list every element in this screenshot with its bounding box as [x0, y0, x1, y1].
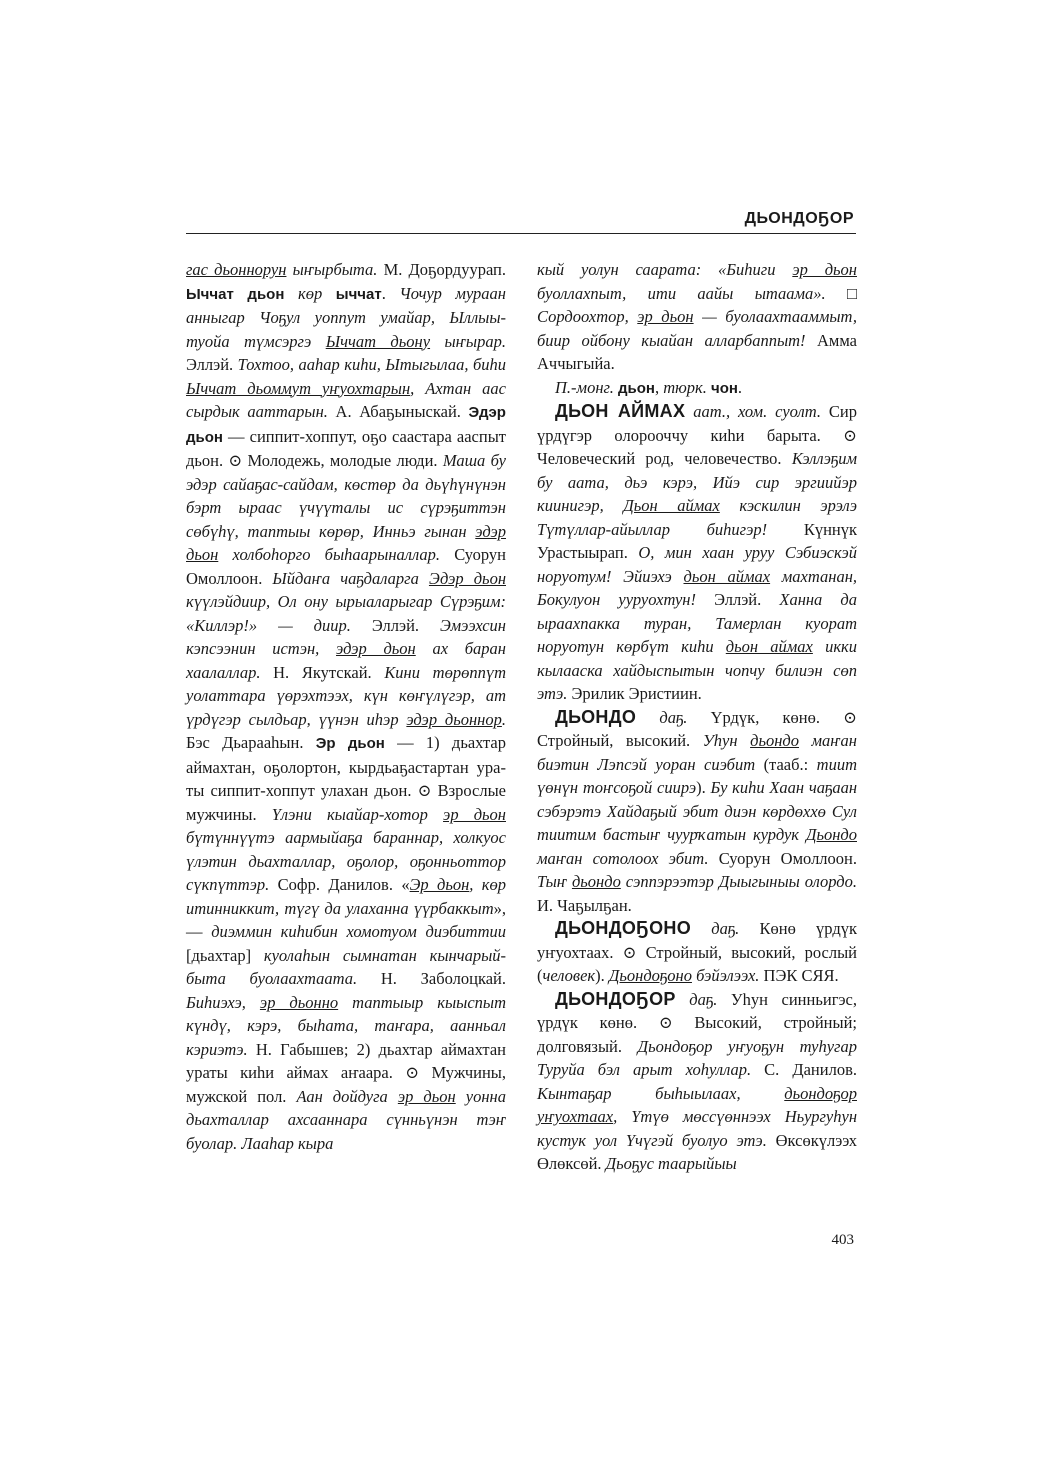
underlined-example: дьон аймах	[683, 566, 771, 586]
running-head: ДЬОНДОҔОР	[744, 210, 854, 227]
text-run: (тааб.:	[755, 754, 817, 774]
text-run: ыҥырбыта.	[286, 260, 378, 279]
text-run: М. Доҕордуурап.	[377, 260, 507, 279]
text-run: тюрк.	[663, 377, 711, 397]
text-run: кый уолун саарата: «Биһиги	[537, 260, 793, 279]
underlined-example: Эдэр дьон	[428, 568, 506, 588]
text-run: , көр итинниккит, түгү да улаханна үүрбаккыт	[186, 875, 506, 918]
text-run: маҥан сотолоох эбит.	[537, 848, 709, 868]
text-run: Сордоохтор,	[537, 307, 638, 326]
text-run: Үрдүк, көнө. ⊙ Стройный, высокий.	[537, 707, 857, 750]
text-run: таптыыр кыыспыт күндү, кэрэ, быһата, таҥара, аанньал кэриэтэ.	[186, 992, 506, 1059]
text-run: даҕ.	[636, 707, 688, 727]
right-column	[537, 258, 857, 1176]
text-run: бэйэлээх.	[691, 966, 760, 985]
text-run: холбоһорго быһаарыналлар.	[218, 545, 440, 564]
text-run: даҕ.	[675, 989, 718, 1009]
text-run: Кэллэҕим бу аата, дьэ кэрэ, Ийэ сир эргиийэр киинигэр,	[537, 449, 857, 515]
text-run: — сиппит-хоппут, оҕо саастара ааспыт дьон. ⊙ Молодежь, молодые люди.	[186, 426, 506, 470]
text-run: диэммин киһибин хомотуом диэбиттии	[211, 922, 506, 941]
text-run: .	[381, 283, 400, 303]
underlined-example: эдэр дьон	[336, 639, 416, 658]
text-run: Эллэй.	[350, 615, 440, 635]
text-run: ах баран хаалаллар.	[186, 639, 506, 682]
underlined-example: дьондо	[750, 731, 799, 750]
text-run: Кини төрөппүт уолаттара үөрэхтээх, күн көҥүлүгэр, ат үрдүгэр сылдьар, үүнэн иһэр	[186, 662, 506, 729]
text-run: Сир үрдүгэр олорооччу киһи барыта. ⊙ Человеческий род, человечество.	[537, 402, 857, 468]
underlined-example: Дьон аймах	[623, 496, 720, 515]
underlined-example: Эр дьон	[409, 875, 470, 894]
text-run: », —	[186, 898, 506, 941]
underlined-example: эр дьон	[397, 1086, 456, 1106]
text-run: — 1) дьахтар аймахтан, оҕолортон, кырдьаҕастартан ураты сиппит-хоппут улахан дьон. ⊙ Взрослые мужчины.	[186, 733, 507, 824]
text-run: көр	[284, 283, 336, 303]
underlined-example: Ыччат дьону	[325, 331, 431, 351]
text-run: ).	[595, 966, 609, 985]
underlined-example: эдэр дьоннор	[406, 709, 502, 729]
underlined-example: эр дьон	[637, 307, 694, 326]
bold-term: Ыччат дьон	[186, 285, 285, 303]
bold-term: Эдэр дьон	[186, 404, 506, 446]
text-run: кэскилин эрэлэ Түтүллар-айыллар биһигэр!	[537, 496, 858, 539]
text-run: Өксөкүлээх Өлөксөй.	[537, 1130, 857, 1173]
text-run: Үлэни кыайар-хотор	[271, 804, 444, 824]
text-run: [дьахтар]	[186, 945, 264, 965]
text-run: Эллэй.	[695, 590, 780, 609]
text-run: Уһун	[702, 731, 751, 750]
entry-headword: ДЬОНДОҔОР	[555, 988, 676, 1009]
text-run: Эмээхсин кэпсээнин истэн,	[186, 615, 506, 658]
text-run: Чочур мураан анныгар Чоҕул уоппут умайар, Ыллыы-туойа түмсэргэ	[186, 283, 506, 351]
text-run: Кынтаҕар быһыылаах,	[537, 1083, 785, 1103]
text-run: — буолаахтааммыт, биир ойбону кыайан алларбаппыт!	[537, 307, 858, 350]
text-run: Эрилик Эристиин.	[567, 684, 702, 703]
text-run: буоллахпыт, ити аайы ытаама».	[537, 283, 826, 303]
page-number: 403	[831, 1232, 854, 1248]
underlined-example: Дьондоҕоно	[608, 966, 692, 985]
text-run: аат., хом. суолт.	[685, 402, 821, 421]
dictionary-paragraph	[537, 400, 857, 706]
left-column	[186, 258, 506, 1155]
dictionary-paragraph	[537, 988, 857, 1176]
bold-term: чон	[710, 379, 738, 397]
dictionary-paragraph	[537, 258, 857, 376]
dictionary-paragraph	[537, 376, 857, 401]
underlined-example: эдэр дьон	[186, 521, 506, 564]
bold-term: Эр дьон	[315, 735, 385, 752]
underlined-example: гас дьоннорун	[186, 260, 287, 279]
text-run: Тохтоо, ааһар киһи, Ытыгылаа, биһи	[237, 355, 506, 374]
underlined-example: Дьондо	[805, 825, 857, 844]
text-run: П.-монг.	[555, 377, 618, 397]
dictionary-paragraph	[537, 917, 857, 988]
text-run: сэппэрээтэр Дыыгыныы олордо.	[620, 872, 857, 891]
text-run: Эллэй.	[186, 355, 238, 374]
text-run: Маша бу эдэр сайаҕас-сайдам, көстөр да дьүһүнүнэн бэрт ыраас үчүүталы ис сүрэҕиттэн сөбүһү, таптыы көрөр, Инньэ гынан	[186, 451, 506, 541]
text-run: А. Абаҕыныскай.	[327, 402, 469, 421]
text-run: Ыйдаҥа чаҕдаларга	[272, 568, 429, 588]
text-run: Ханна да ыраахпакка туран, Тамерлан куорат норуотун көрбүт киһи	[537, 590, 858, 656]
text-run: уонна дьахталлар ахсааннара сүнньүнэн тэҥ буолар. Лааһар кыра	[186, 1086, 506, 1153]
text-run: күүлэйдиир, Ол ону ырыаларыгар Сүрэҕим: «Киллэр!» — диир.	[186, 592, 506, 635]
text-run: Амма Аччыгыйа.	[537, 330, 857, 373]
text-run: тиит үөнүн тоҥсоҕой сиирэ	[537, 754, 857, 797]
text-run: даҕ.	[691, 919, 740, 938]
text-run: Күннүк Урастыырап.	[537, 519, 858, 562]
text-run: маҥан биэтин Лэпсэй уоран сиэбит	[537, 731, 857, 774]
text-run: Суорун Омоллоон.	[186, 545, 507, 588]
underlined-example: Ыччат дьоммут уҥуохтарын	[186, 378, 411, 398]
text-run: □	[825, 283, 858, 303]
text-run: Н. Габышев; 2) дьахтар аймахтан ураты киһи аймах аҥаара. ⊙ Мужчины, мужской пол.	[186, 1039, 506, 1106]
text-run: ПЭК СЯЯ.	[759, 966, 839, 985]
text-run: , Ахтан аас сырдык ааттарын.	[186, 378, 506, 421]
underlined-example: дьон аймах	[725, 637, 813, 656]
entry-headword: ДЬОНДО	[555, 706, 637, 727]
text-run: Бу киһи Хаан чаҕаан сэбэрэтэ Хайдаҕый эбит диэн көрдөххө Сул тиитим бастыҥ чуурҡатын курдук	[537, 778, 857, 844]
underlined-example: дьондоҕор уҥуохтаах	[537, 1083, 857, 1126]
text-run: икки кылааска хайдыспытын чопчу билиэн сөп этэ.	[537, 637, 857, 703]
dictionary-paragraph	[186, 258, 506, 1155]
text-run: ,	[654, 377, 664, 397]
underlined-example: эр дьон	[792, 260, 857, 279]
text-run: Н. Заболоцкай.	[357, 969, 506, 988]
bold-term: дьон	[617, 379, 655, 397]
dictionary-paragraph	[537, 706, 857, 918]
text-run: , Үтүө мөссүөннээх Ньургуһун кустук уол Үчүгэй буолуо этэ.	[537, 1107, 857, 1150]
text-run: Дьоҕус таарыйыы	[605, 1154, 737, 1173]
text-run: .	[737, 377, 743, 397]
text-run: Дьондоҕор уҥуоҕун туһугар Туруйа бэл арыт хоһуллар.	[537, 1036, 857, 1079]
entry-headword: ДЬОН АЙМАХ	[555, 401, 686, 421]
underlined-example: дьондо	[571, 872, 621, 891]
text-run: ).	[696, 778, 711, 797]
underlined-example: эр дьон	[443, 804, 506, 824]
text-run: Софр. Данилов. «	[269, 875, 410, 894]
text-run: Көнө үрдүк уҥуохтаах. ⊙ Стройный, высокий, рослый (	[537, 919, 857, 985]
bold-term: ыччат	[335, 285, 382, 303]
text-run: С. Данилов.	[751, 1060, 857, 1079]
text-run: махтанан, Бокулуон ууруохтун!	[537, 566, 857, 609]
entry-headword: ДЬОНДОҔОНО	[555, 918, 691, 938]
text-run: человек	[542, 966, 596, 985]
text-run: О, мин хаан уруу Сэбиэскэй норуотум! Эйиэхэ	[537, 543, 858, 586]
text-run: Уһун синньигэс, үрдүк көнө. ⊙ Высокий, стройный; долговязый.	[537, 989, 857, 1056]
text-run: ыҥырар.	[430, 331, 506, 351]
text-run: Бэс Дьарааһын.	[186, 733, 316, 752]
text-run: бүтүннүүтэ аармыйаҕа бараннар, холкуос үлэтин дьахталлар, оҕолор, оҕонньоттор сүкпүттэр.	[186, 828, 506, 894]
underlined-example: эр дьонно	[259, 992, 339, 1012]
text-run: Аан дойдуга	[296, 1086, 398, 1106]
text-run: И. Чаҕылҕан.	[537, 895, 632, 915]
text-run: Тыҥ	[537, 872, 572, 891]
text-run: Биһиэхэ,	[186, 992, 260, 1012]
header-rule	[186, 233, 856, 234]
text-run: Н. Якутскай.	[260, 662, 385, 682]
text-run: .	[501, 709, 506, 729]
text-run: куолаһын сымнатан кынчарыйбыта буолаахтаата.	[186, 945, 507, 988]
text-run: Суорун Омоллоон.	[708, 848, 857, 868]
